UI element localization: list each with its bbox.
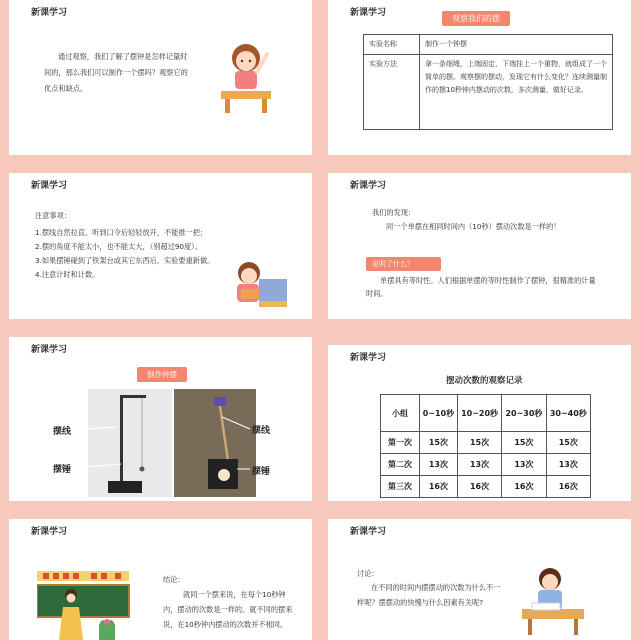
- cell: 15次: [502, 432, 546, 454]
- table-caption: 摆动次数的观察记录: [446, 376, 523, 386]
- cell: 第三次: [381, 476, 420, 498]
- slide-4: [328, 173, 631, 319]
- cell: 16次: [457, 476, 501, 498]
- table-row: [364, 55, 613, 130]
- cell: 16次: [546, 476, 590, 498]
- slide-5: [9, 337, 312, 501]
- slide-title: 新课学习: [350, 8, 387, 18]
- notes-heading: 注意事项：: [35, 211, 71, 220]
- pendulum-line-label-2: 摆线: [252, 426, 271, 436]
- slide-title: 新课学习: [31, 527, 68, 537]
- pendulum-bob-label-2: 摆锤: [252, 467, 271, 477]
- table-header-row: [381, 395, 591, 432]
- slide-7: [9, 519, 312, 640]
- note-item: 4.注意计时和计数。: [35, 270, 100, 279]
- finding-label: 我们的发现：: [372, 208, 416, 217]
- note-item: 3.如果摆锤碰到了铁架台或其它东西后，实验要重新做。: [35, 256, 215, 265]
- cell: 13次: [546, 454, 590, 476]
- observation-table: [380, 394, 591, 498]
- cell: 第二次: [381, 454, 420, 476]
- row-value: 拿一条细绳，上端固定，下端挂上一个重物，就组成了一个简单的摆。观察摆的摆动，发现它有什么变化？连续测量制作的摆10秒钟内摆动的次数，多次测量，做好记录。: [420, 55, 613, 130]
- discussion-text: 在不同的时间内摆摆动的次数为什么不一样呢？摆摆动的快慢与什么因素有关呢?: [357, 583, 501, 607]
- slide-2: [328, 0, 631, 155]
- pendulum-bob-label: 摆锤: [53, 465, 72, 475]
- header-cell: 20~30秒: [502, 395, 546, 432]
- table-row: [364, 35, 613, 55]
- row-label: 实验方法: [364, 55, 420, 130]
- slide-title: 新课学习: [350, 527, 387, 537]
- note-item: 2.摆的角度不能太小，也不能太大，（别超过90度）。: [35, 242, 202, 251]
- header-cell: 小组: [381, 395, 420, 432]
- slide-6: [328, 345, 631, 501]
- explanation-text: 单摆具有等时性。人们根据单摆的等时性制作了摆钟，很精准的计量时间。: [366, 276, 596, 298]
- slide-1: [9, 0, 312, 155]
- label-pointers: [9, 337, 312, 501]
- discussion-label: 讨论：: [357, 569, 379, 578]
- section-heading: 制作钟摆: [137, 367, 187, 382]
- table-row: [381, 454, 591, 476]
- row-value: 制作一个钟摆: [420, 35, 613, 55]
- table-row: [381, 432, 591, 454]
- header-cell: 0~10秒: [420, 395, 458, 432]
- cell: 13次: [502, 454, 546, 476]
- conclusion-label: 结论：: [163, 575, 185, 584]
- intro-text: 通过观察，我们了解了摆钟是怎样记量时间的，那么我们可以制作一个摆吗？观察它的优点和缺点。: [44, 52, 188, 93]
- cell: 13次: [457, 454, 501, 476]
- slide-title: 新课学习: [350, 181, 387, 191]
- teacher-blackboard-illustration: [37, 567, 137, 640]
- cell: 第一次: [381, 432, 420, 454]
- table-row: [381, 476, 591, 498]
- cell: 16次: [420, 476, 458, 498]
- girl-at-desk-illustration: [213, 36, 283, 116]
- header-cell: 10~20秒: [457, 395, 501, 432]
- cell: 15次: [457, 432, 501, 454]
- method-table: [363, 34, 613, 130]
- slide-title: 新课学习: [350, 353, 387, 363]
- student-studying-illustration: [518, 565, 588, 637]
- row-label: 实验名称: [364, 35, 420, 55]
- slide-8: [328, 519, 631, 640]
- section-heading: 观察我们的摆: [442, 11, 510, 26]
- slide-title: 新课学习: [31, 8, 68, 18]
- cell: 15次: [546, 432, 590, 454]
- conclusion-text: 就同一个摆来说，在每个10秒钟内，摆动的次数是一样的。就不同的摆来说，在10秒钟内摆动的次数并不相同。: [163, 590, 293, 629]
- boy-reading-illustration: [229, 259, 291, 315]
- cell: 16次: [502, 476, 546, 498]
- question-pill: 说明了什么？: [366, 257, 441, 271]
- slide-title: 新课学习: [31, 345, 68, 355]
- note-item: 1.摆线自然拉直，听到口令后轻轻放开，不能推一把；: [35, 228, 208, 237]
- slide-title: 新课学习: [31, 181, 68, 191]
- header-cell: 30~40秒: [546, 395, 590, 432]
- cell: 13次: [420, 454, 458, 476]
- cell: 15次: [420, 432, 458, 454]
- finding-text: 同一个单摆在相同时间内（10秒）摆动次数是一样的！: [386, 222, 561, 231]
- slide-3: [9, 173, 312, 319]
- pendulum-line-label: 摆线: [53, 427, 72, 437]
